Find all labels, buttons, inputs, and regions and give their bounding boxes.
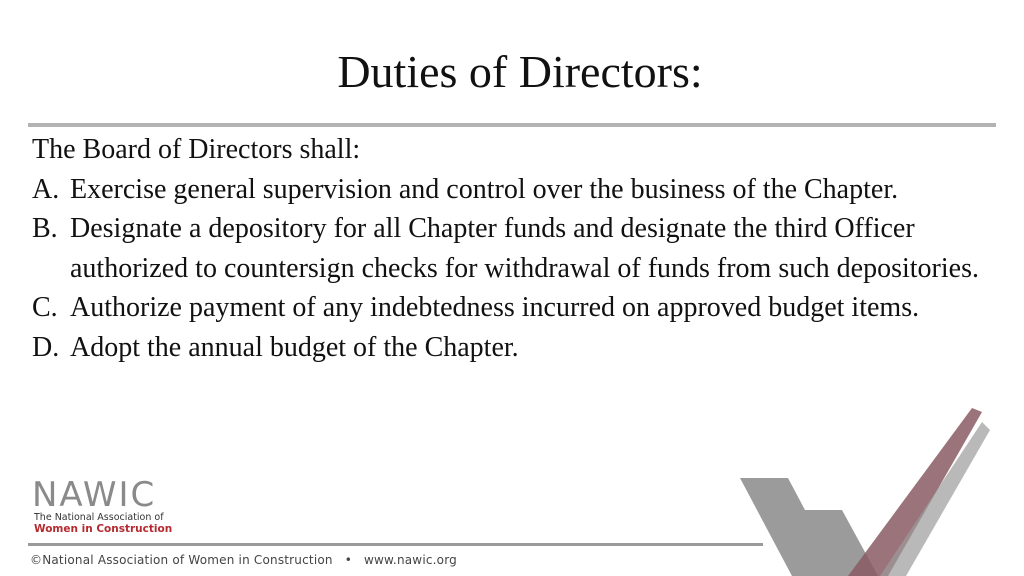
footer-separator: • (344, 553, 352, 567)
list-item (32, 328, 992, 368)
duties-list (32, 170, 992, 368)
list-item-text: Designate a depository for all Chapter funds and designate the third Officer authorized to countersign checks for withdrawal of funds from such depositories. (70, 213, 979, 284)
logo-tagline-line2: Women in Construction (34, 523, 173, 535)
logo-tagline-line1: The National Association of (34, 512, 164, 523)
list-marker: A. (32, 173, 60, 205)
slide-title: Duties of Directors: (337, 46, 703, 97)
logo-wordmark: NAWIC (32, 475, 157, 515)
list-item-text: Adopt the annual budget of the Chapter. (70, 331, 519, 363)
list-item (32, 209, 992, 288)
list-item (32, 170, 992, 210)
footer-divider (28, 543, 763, 546)
list-marker: B. (32, 213, 58, 244)
footer (30, 553, 457, 567)
list-item-text: Authorize payment of any indebtedness incurred on approved budget items. (70, 292, 920, 323)
list-item (32, 288, 992, 328)
list-item-text: Exercise general supervision and control over the business of the Chapter. (70, 173, 899, 205)
list-marker: C. (32, 292, 58, 323)
slide-body (32, 130, 992, 367)
title-divider (28, 123, 996, 127)
list-marker: D. (32, 331, 60, 363)
nawic-logo (32, 477, 212, 537)
footer-copyright: ©National Association of Women in Construction (30, 553, 333, 567)
footer-website-link[interactable]: www.nawic.org (363, 553, 457, 567)
intro-text: The Board of Directors shall: (32, 134, 361, 165)
nawic-w-watermark-icon (730, 400, 1024, 576)
